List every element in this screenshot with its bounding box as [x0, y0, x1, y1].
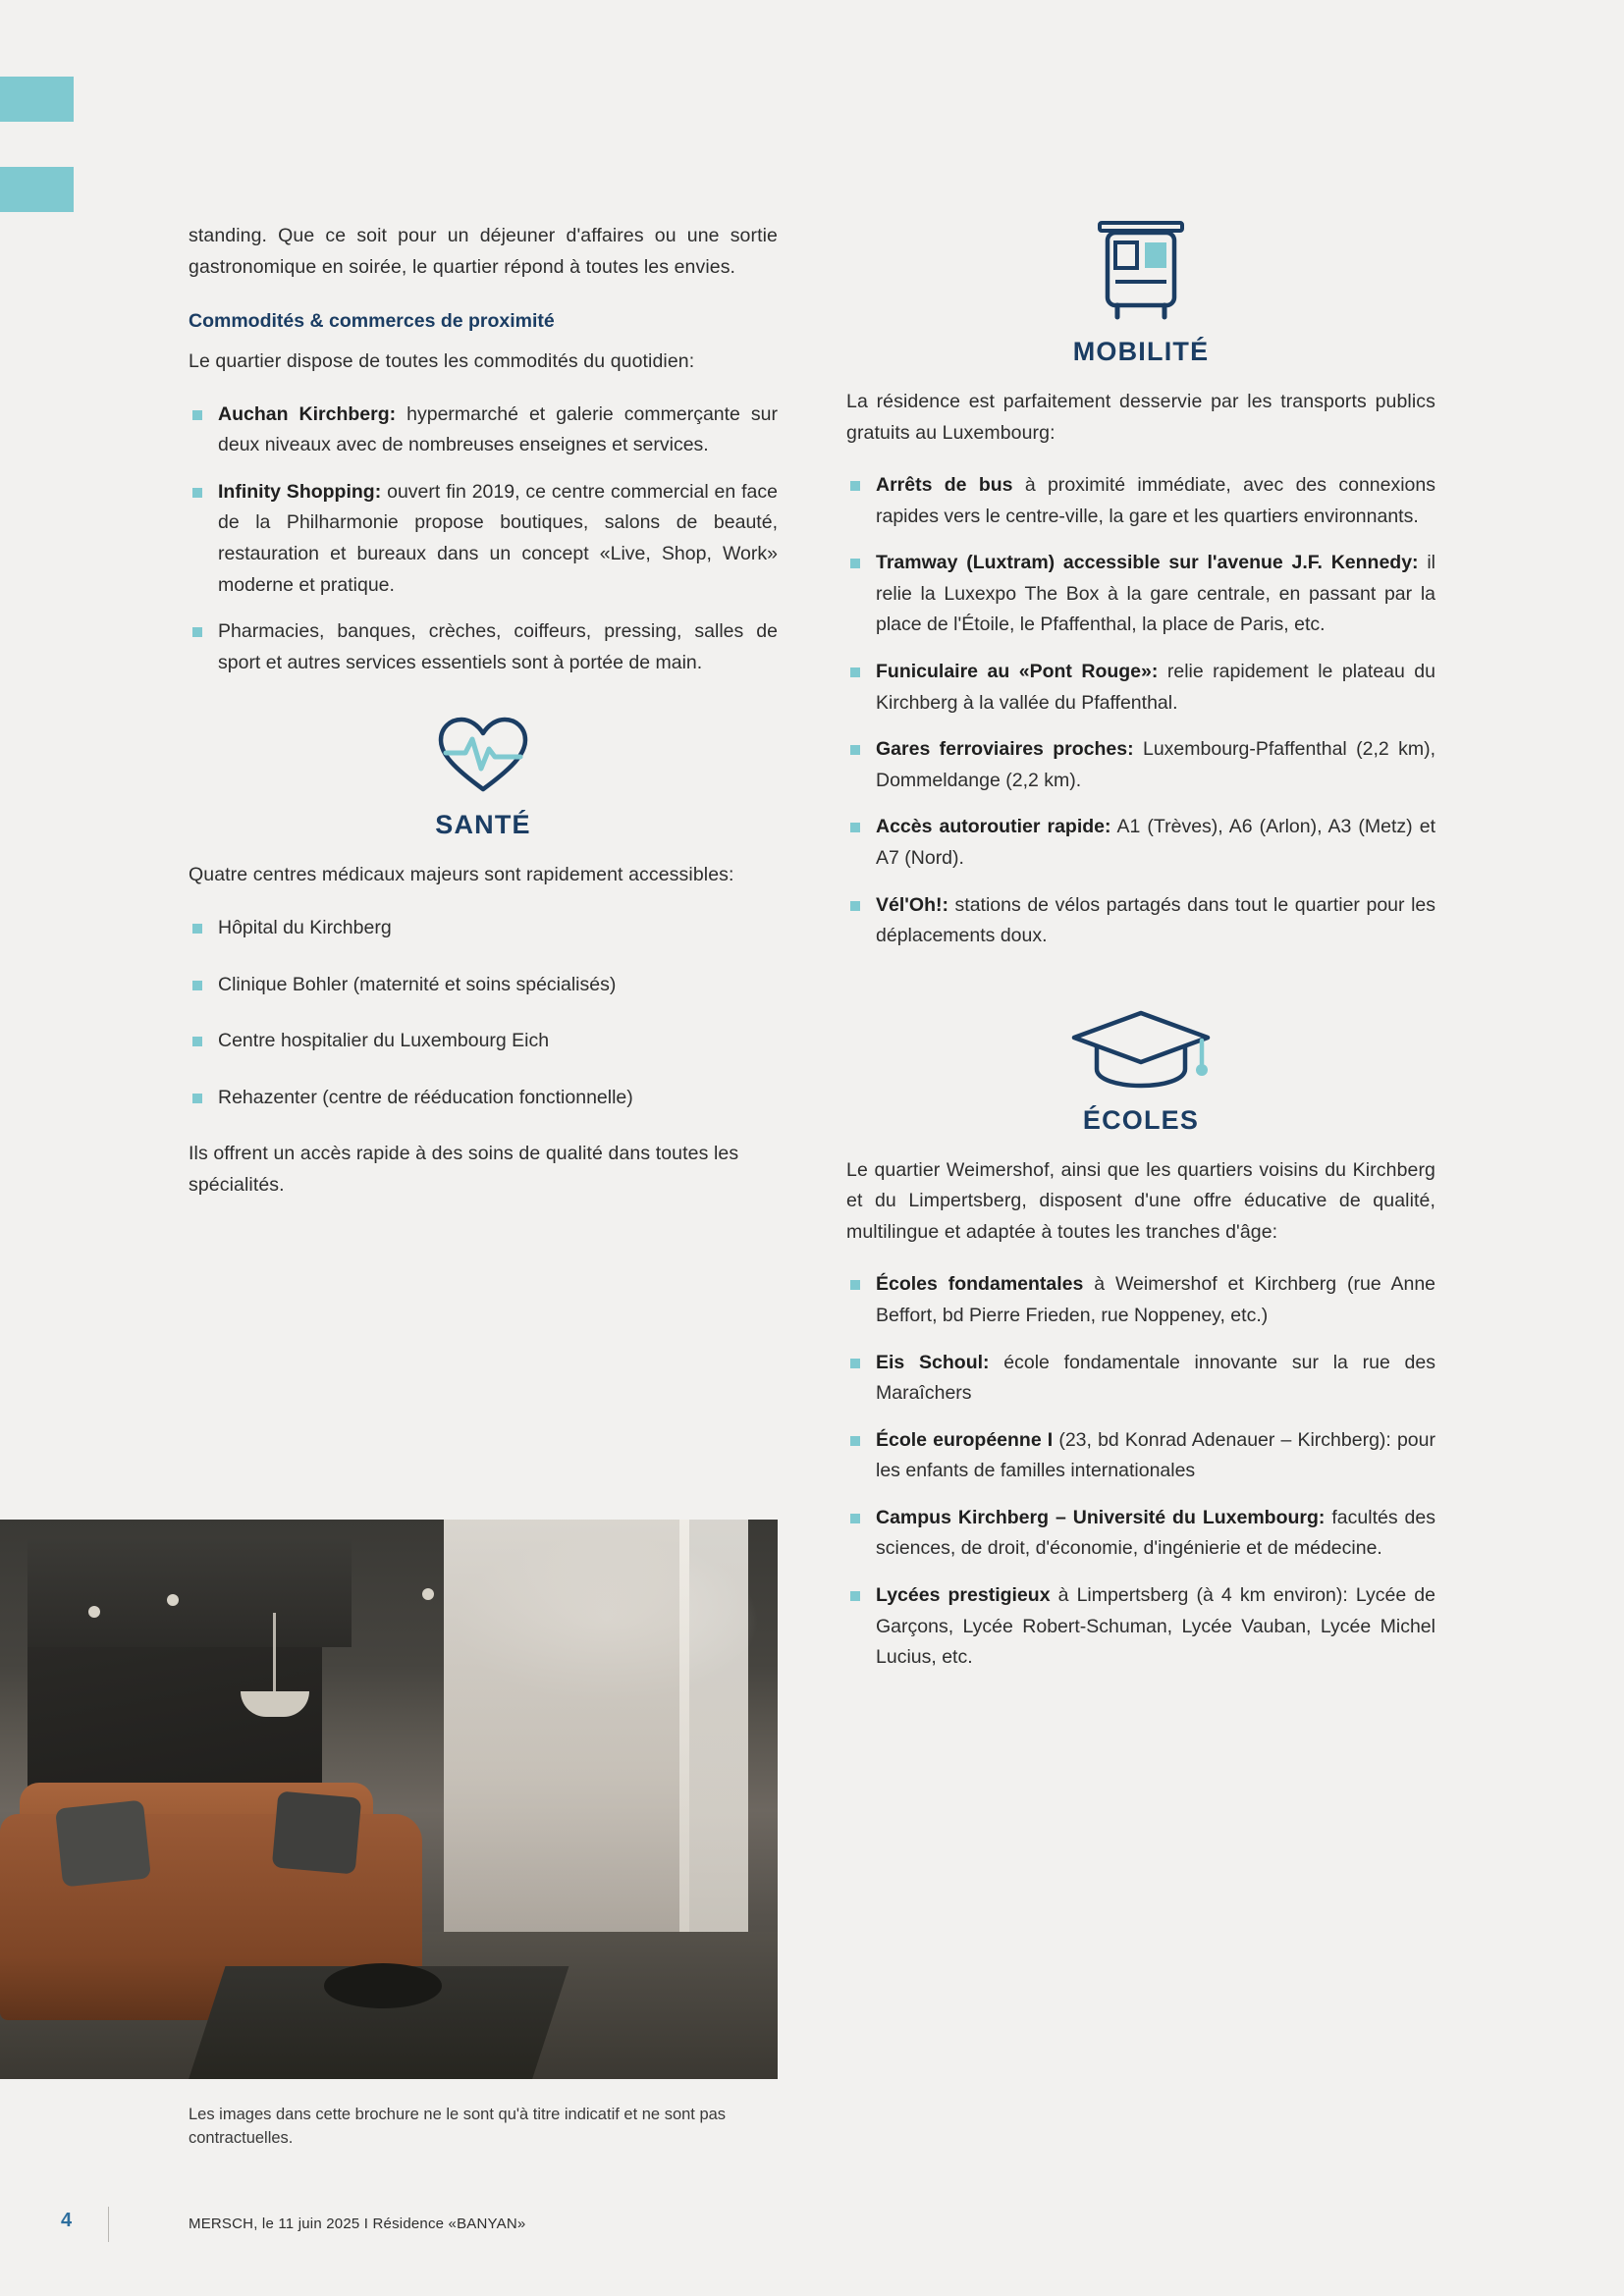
photo-spotlight — [88, 1606, 100, 1618]
list-item — [846, 548, 1435, 641]
list-item — [846, 1348, 1435, 1410]
list-item-text: A1 (Trèves), A6 (Arlon), A3 (Metz) et A7 (Nord). — [876, 816, 1436, 869]
left-column — [189, 221, 778, 1222]
photo-cushion — [55, 1800, 151, 1888]
right-column — [846, 221, 1435, 1695]
photo-caption: Les images dans cette brochure ne le sont qu'à titre indicatif et ne sont pas contractuelles. — [189, 2106, 727, 2147]
list-item-text: Luxembourg-Pfaffenthal (2,2 km), Dommeldange (2,2 km). — [876, 738, 1435, 791]
list-item — [189, 400, 778, 461]
list-item-bold: Arrêts de bus — [876, 474, 1013, 497]
page-number: 4 — [61, 2210, 73, 2231]
list-item-bold: École européenne I — [876, 1428, 1054, 1451]
ecoles-icon-block — [846, 1007, 1435, 1092]
list-item — [189, 477, 778, 601]
list-item-bold: Eis Schoul: — [876, 1351, 990, 1373]
list-item — [846, 1425, 1435, 1487]
mobilite-lead: La résidence est parfaitement desservie par les transports publics gratuits au Luxembourg: — [846, 391, 1435, 444]
sante-title: SANTÉ — [435, 810, 531, 840]
list-item-text: école fondamentale innovante sur la rue des Maraîchers — [876, 1351, 1435, 1405]
mobilite-list — [846, 470, 1435, 952]
bus-icon — [846, 221, 1435, 323]
list-item-bold: Funiculaire au «Pont Rouge»: — [876, 661, 1159, 683]
list-item-text: relie rapidement le plateau du Kirchberg à la vallée du Pfaffenthal. — [876, 661, 1435, 714]
footer-text: MERSCH, le 11 juin 2025 I Résidence «BANYAN» — [189, 2216, 526, 2232]
list-item-text: à Limpertsberg (à 4 km environ): Lycée de Garçons, Lycée Robert-Schuman, Lycée Vauban, Lycée Michel Lucius, etc. — [876, 1584, 1435, 1669]
photo-window — [444, 1520, 689, 1942]
photo-curtain — [679, 1520, 748, 1981]
list-item-text: stations de vélos partagés dans tout le quartier pour les déplacements doux. — [876, 893, 1435, 947]
list-item — [189, 616, 778, 678]
list-item — [846, 470, 1435, 532]
photo-bowl — [324, 1963, 442, 2008]
photo-spotlight — [422, 1588, 434, 1600]
photo-spotlight — [167, 1594, 179, 1606]
list-item-bold: Infinity Shopping: — [218, 480, 382, 503]
ecoles-lead: Le quartier Weimershof, ainsi que les quartiers voisins du Kirchberg et du Limpertsberg, disposent d'une offre éducative de qualité, multilingue et adaptée à toutes les tranches d'âge: — [846, 1158, 1435, 1243]
list-item-text: Rehazenter (centre de rééducation fonctionnelle) — [218, 1086, 633, 1108]
sante-list — [189, 913, 778, 1113]
heart-pulse-icon — [189, 716, 778, 796]
list-item-text: il relie la Luxexpo The Box à la gare centrale, en passant par la place de l'Étoile, le Pfaffenthal, la place de Paris, etc. — [876, 552, 1435, 636]
list-item — [846, 890, 1435, 952]
list-item-text: Clinique Bohler (maternité et soins spécialisés) — [218, 973, 617, 995]
list-item — [846, 657, 1435, 719]
decorative-tab-second — [0, 167, 74, 212]
list-item-bold: Tramway (Luxtram) accessible sur l'avenue J.F. Kennedy: — [876, 552, 1419, 574]
list-item — [189, 1026, 778, 1057]
list-item-bold: Vél'Oh!: — [876, 893, 948, 916]
intro-paragraph: standing. Que ce soit pour un déjeuner d'affaires ou une sortie gastronomique en soirée, le quartier répond à toutes les envies. — [189, 225, 778, 278]
list-item — [189, 1083, 778, 1114]
list-item-bold: Accès autoroutier rapide: — [876, 816, 1111, 838]
list-item-text: à proximité immédiate, avec des connexions rapides vers le centre-ville, la gare et les quartiers environnants. — [876, 474, 1435, 527]
list-item — [846, 734, 1435, 796]
list-item — [189, 913, 778, 944]
list-item — [846, 1503, 1435, 1565]
sante-icon-block — [189, 716, 778, 796]
list-item-bold: Lycées prestigieux — [876, 1584, 1051, 1607]
photo-cushion — [272, 1790, 361, 1874]
sante-lead: Quatre centres médicaux majeurs sont rapidement accessibles: — [189, 864, 734, 886]
graduation-cap-icon — [846, 1007, 1435, 1092]
ecoles-list — [846, 1269, 1435, 1673]
list-item — [846, 1580, 1435, 1674]
photo-upper-cabinet — [27, 1539, 352, 1647]
list-item-bold: Auchan Kirchberg: — [218, 402, 397, 425]
list-item-text: (23, bd Konrad Adenauer – Kirchberg): pour les enfants de familles internationales — [876, 1428, 1435, 1482]
list-item — [846, 1269, 1435, 1331]
list-item — [189, 970, 778, 1001]
list-item-text: Centre hospitalier du Luxembourg Eich — [218, 1030, 550, 1052]
list-item-text: Hôpital du Kirchberg — [218, 916, 392, 938]
footer-divider — [108, 2207, 109, 2242]
list-item — [846, 812, 1435, 874]
photo-lamp-stem — [273, 1613, 276, 1693]
photo-background — [0, 1520, 778, 2079]
list-item-text: ouvert fin 2019, ce centre commercial en face de la Philharmonie propose boutiques, salons de beauté, restauration et bureaux dans un concept «Live, Shop, Work» moderne et pratique. — [218, 480, 779, 596]
mobilite-icon-block — [846, 221, 1435, 323]
list-item-bold: Campus Kirchberg – Université du Luxembourg: — [876, 1506, 1326, 1528]
list-item-text: à Weimershof et Kirchberg (rue Anne Beffort, bd Pierre Frieden, rue Noppeney, etc.) — [876, 1273, 1436, 1326]
commodites-list — [189, 400, 778, 679]
mobilite-title: MOBILITÉ — [1072, 337, 1210, 366]
commodites-heading: Commodités & commerces de proximité — [189, 310, 555, 333]
sante-closing: Ils offrent un accès rapide à des soins de qualité dans toutes les spécialités. — [189, 1143, 739, 1196]
list-item-bold: Gares ferroviaires proches: — [876, 738, 1134, 761]
list-item-text: facultés des sciences, de droit, d'économie, d'ingénierie et de médecine. — [876, 1506, 1435, 1560]
interior-photo — [0, 1520, 778, 2079]
list-item-bold: Écoles fondamentales — [876, 1273, 1084, 1296]
commodites-lead: Le quartier dispose de toutes les commodités du quotidien: — [189, 350, 695, 373]
decorative-tab-top — [0, 77, 74, 122]
list-item-text: hypermarché et galerie commerçante sur deux niveaux avec de nombreuses enseignes et services. — [218, 402, 778, 456]
ecoles-title: ÉCOLES — [1082, 1104, 1200, 1135]
list-item-text: Pharmacies, banques, crèches, coiffeurs, pressing, salles de sport et autres services essentiels sont à portée de main. — [218, 620, 778, 673]
